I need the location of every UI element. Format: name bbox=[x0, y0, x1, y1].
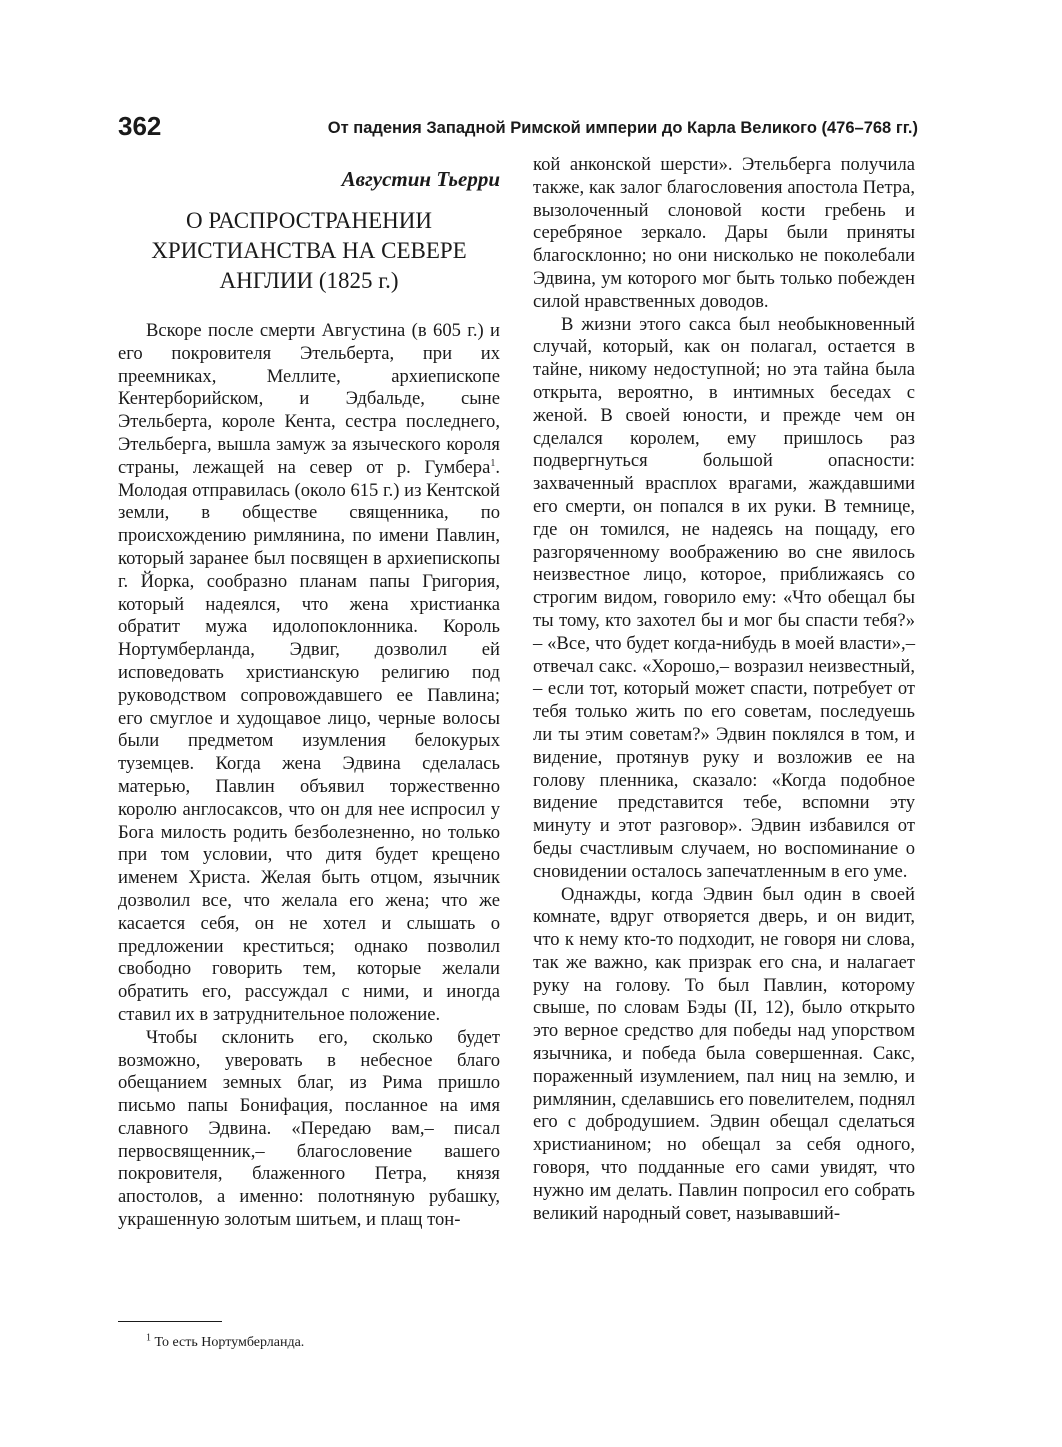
footnote-ref: 1 bbox=[490, 457, 496, 469]
paragraph: кой анконской шерсти». Этельберга получила также, как залог благословения апостола Петра, вызолоченный слоновой кости гребень и серебряное зеркало. Дары были приняты благосклонно; но они нисколько не поколебали Эдвина, ум которого мог быть только побежден силой нравственных доводов. bbox=[533, 154, 915, 312]
running-head: От падения Западной Римской империи до Карла Великого (476–768 гг.) bbox=[327, 119, 918, 137]
paragraph-text: Вскоре после смерти Августина (в 605 г.) и его покровителя Этельберта, при их преемниках, Меллите, архиепископе Кентерборийском, и Эдбальде, сыне Этельберта, короле Кента, сестра последнего, Этельберга, вышла замуж за языческого короля страны, лежащей на север от р. Гумбера bbox=[118, 320, 500, 478]
footnote-divider bbox=[118, 1321, 222, 1322]
title-line: О РАСПРОСТРАНЕНИИ bbox=[186, 208, 432, 233]
paragraph: В жизни этого сакса был необыкновенный случай, который, как он полагал, остается в тайне, никому недоступной; но эта тайна была открыта, вероятно, в интимных беседах с женой. В своей юности, и прежде чем он сделался королем, ему пришлось раз подвергнуться большой опасности: захваченный врасплох врагами, жаждавшими его смерти, он попался в их руки. В темнице, где он томился, не надеясь на пощаду, его разгоряченному воображению во сне явилось неизвестное лицо, которое, приближаясь со строгим видом, говорило ему: «Что обещал бы ты тому, кто захотел бы и мог бы спасти тебя?» – «Все, что будет когда-нибудь в моей власти»,– отвечал сакс. «Хорошо,– возразил неизвестный, – если тот, который может спасти, потребует от тебя только жить по его советам, последуешь ли ты этим советам?» Эдвин поклялся в том, и видение, протянув руку и возложив ее на голову пленника, сказало: «Когда подобное видение представится тебе, вспомни эту минуту и этот разговор». Эдвин избавился от беды счастливым случаем, но воспоминание о сновидении осталось запечатленным в его уме. bbox=[533, 313, 915, 882]
left-column bbox=[118, 166, 500, 1232]
title-line: АНГЛИИ (1825 г.) bbox=[219, 268, 399, 293]
page-number: 362 bbox=[118, 111, 162, 141]
paragraph-text: . Молодая отправилась (около 615 г.) из Кентской земли, в обществе священника, по происхождению римлянина, по имени Павлин, который заранее был посвящен в архиепископы г. Йорка, сообразно планам папы Григория, который надеялся, что жена христианка обратит мужа идолопоклонника. Король Нортумберланда, Эдвиг, дозволил ей исповедовать христианскую религию под руководством сопровождавшего ее Павлина; его смуглое и худощавое лицо, черные волосы были предметом изумления белокурых туземцев. Когда жена Эдвина сделалась матерью, Павлин объявил торжественно королю англосаксов, что он для нее испросил у Бога милость родить безболезненно, но только при том условии, что дитя будет крещено именем Христа. Желая быть отцом, язычник дозволил все, что желала его жена; что же касается себя, он не хотел и слышать о предложении креститься; однако позволил свободно говорить тем, которые желали обратить его, рассуждал с ними, и иногда ставил их в затруднительное положение. bbox=[118, 456, 500, 1025]
paragraph: Однажды, когда Эдвин был один в своей комнате, вдруг отворяется дверь, и он видит, что к нему кто-то подходит, не говоря ни слова, так же важно, как призрак его сна, и налагает руку на голову. То был Павлин, которому свыше, по словам Бэды (II, 12), было открыто это верное средство для победы над упорством язычника, и победа была совершенная. Сакс, пораженный изумлением, пал ниц на землю, и римлянин, сделавшись его повелителем, поднял его с добродушием. Эдвин обещал сделаться христианином; но обещал за себя одного, говоря, что подданные его сами увидят, что нужно им делать. Павлин попросил его собрать великий народный совет, называвший- bbox=[533, 883, 915, 1224]
paragraph bbox=[118, 320, 500, 1027]
title-line: ХРИСТИАНСТВА НА СЕВЕРЕ bbox=[151, 238, 467, 263]
paragraph: Чтобы склонить его, сколько будет возможно, уверовать в небесное благо обещанием земных благ, из Рима пришло письмо папы Бонифация, посланное на имя славного Эдвина. «Передаю вам,– писал первосвященник,– благословение вашего покровителя, блаженного Петра, князя апостолов, а именно: полотняную рубашку, украшенную золотым шитьем, и плащ тон- bbox=[118, 1026, 500, 1231]
page-header bbox=[118, 110, 918, 144]
author-name: Августин Тьерри bbox=[341, 167, 500, 191]
right-column bbox=[533, 154, 915, 1225]
footnote-mark: 1 bbox=[146, 1332, 151, 1344]
article-title bbox=[122, 206, 496, 296]
footnote-text: То есть Нортумберланда. bbox=[151, 1335, 305, 1350]
footnote bbox=[146, 1334, 304, 1352]
